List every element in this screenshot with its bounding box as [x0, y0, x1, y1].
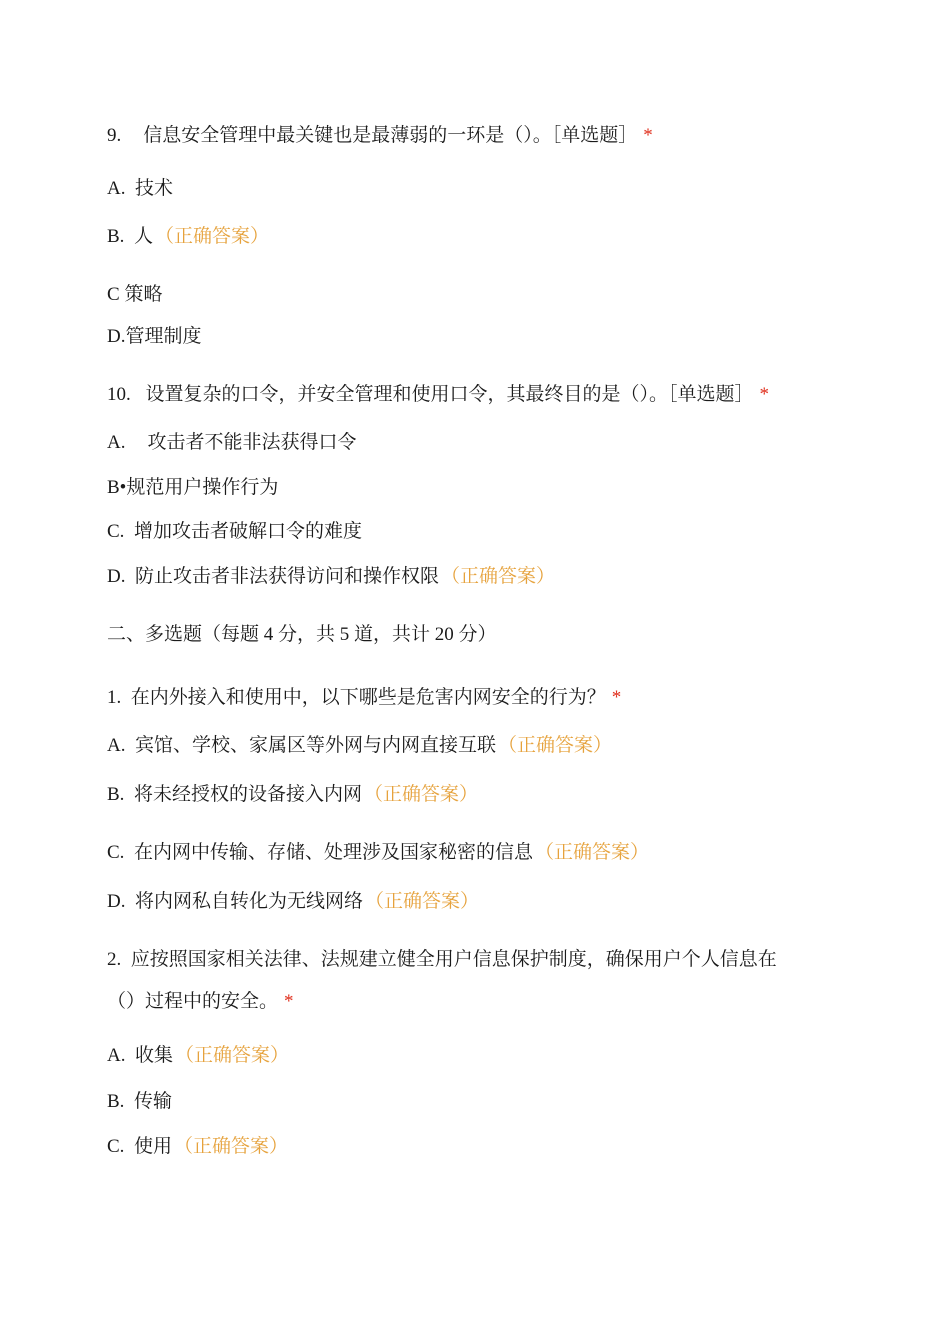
option-d[interactable] [107, 565, 555, 589]
option-a[interactable] [107, 1044, 289, 1068]
question-text: 设置复杂的口令，并安全管理和使用口令，其最终目的是（）。［单选题］ [145, 384, 754, 405]
option-a[interactable] [107, 734, 612, 758]
question-number: 1. [107, 687, 122, 708]
option-text: 传输 [133, 1091, 172, 1112]
question-text-line2: （）过程中的安全。 [107, 991, 279, 1012]
question-10 [107, 383, 769, 407]
option-b[interactable] [107, 225, 269, 249]
option-b[interactable] [107, 476, 278, 500]
option-text: 人 [133, 226, 153, 247]
option-c[interactable] [107, 520, 362, 544]
question-text: 信息安全管理中最关键也是最薄弱的一环是（）。［单选题］ [143, 125, 638, 146]
correct-answer-tag: （正确答案） [363, 784, 478, 805]
option-text: 宾馆、学校、家属区等外网与内网直接互联 [134, 735, 496, 756]
option-label: A. [107, 1045, 126, 1066]
question-number: 9. [107, 125, 122, 146]
question-m2-continued [107, 990, 294, 1014]
required-marker: * [759, 384, 770, 405]
question-m2 [107, 948, 777, 972]
option-text: 在内网中传输、存储、处理涉及国家秘密的信息 [133, 842, 533, 863]
option-label: C. [107, 521, 125, 542]
question-text-line1: 应按照国家相关法律、法规建立健全用户信息保护制度，确保用户个人信息在 [130, 949, 777, 970]
option-text: 攻击者不能非法获得口令 [147, 432, 357, 453]
question-9 [107, 124, 653, 148]
option-label: A. [107, 432, 126, 453]
option-label: D. [107, 891, 126, 912]
correct-answer-tag: （正确答案） [175, 1045, 290, 1066]
option-b[interactable] [107, 1090, 172, 1114]
question-number: 2. [107, 949, 122, 970]
option-text: 规范用户操作行为 [126, 477, 279, 498]
option-label: D. [107, 566, 126, 587]
option-label: A. [107, 735, 126, 756]
required-marker: * [284, 991, 294, 1012]
option-text: 将未经授权的设备接入内网 [133, 784, 362, 805]
question-number: 10. [107, 384, 131, 405]
required-marker: * [611, 687, 622, 708]
correct-answer-tag: （正确答案） [365, 891, 480, 912]
option-label: B. [107, 784, 125, 805]
option-label: C [107, 284, 120, 305]
option-b[interactable] [107, 783, 478, 807]
option-text: 策略 [124, 284, 163, 305]
question-text: 在内外接入和使用中，以下哪些是危害内网安全的行为？ [130, 687, 606, 708]
correct-answer-tag: （正确答案） [154, 226, 269, 247]
question-m1 [107, 686, 621, 710]
correct-answer-tag: （正确答案） [498, 735, 613, 756]
option-c[interactable] [107, 841, 649, 865]
option-label: C. [107, 842, 125, 863]
option-text: 使用 [133, 1136, 172, 1157]
option-a[interactable] [107, 177, 173, 201]
required-marker: * [643, 125, 653, 146]
option-c[interactable] [107, 1135, 288, 1159]
option-label: B. [107, 1091, 125, 1112]
correct-answer-tag: （正确答案） [534, 842, 649, 863]
option-label: B. [107, 226, 125, 247]
option-text: 防止攻击者非法获得访问和操作权限 [134, 566, 439, 587]
option-label: A. [107, 178, 126, 199]
option-label: D. [107, 326, 126, 347]
option-text: 收集 [134, 1045, 173, 1066]
option-label: C. [107, 1136, 125, 1157]
option-label: B• [107, 477, 127, 498]
option-text: 管理制度 [125, 326, 202, 347]
section-heading: 二、多选题（每题 4 分，共 5 道，共计 20 分） [107, 624, 497, 645]
option-text: 将内网私自转化为无线网络 [134, 891, 363, 912]
correct-answer-tag: （正确答案） [173, 1136, 288, 1157]
option-d[interactable] [107, 890, 479, 914]
correct-answer-tag: （正确答案） [441, 566, 556, 587]
option-text: 增加攻击者破解口令的难度 [133, 521, 362, 542]
option-d[interactable] [107, 325, 202, 349]
option-a[interactable] [107, 431, 357, 455]
option-text: 技术 [134, 178, 173, 199]
option-c[interactable] [107, 283, 162, 307]
